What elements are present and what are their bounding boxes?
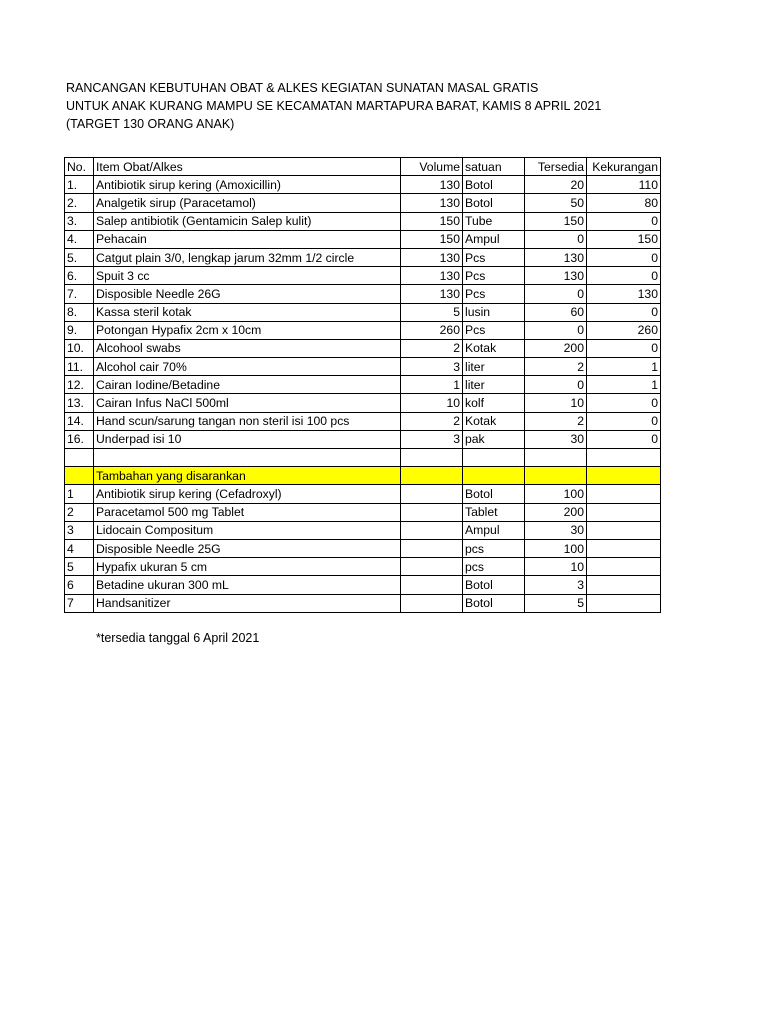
medicine-needs-table bbox=[64, 157, 661, 613]
table-cell: Analgetik sirup (Paracetamol) bbox=[94, 194, 401, 212]
table-row bbox=[65, 358, 661, 376]
table-cell: 0 bbox=[525, 321, 587, 339]
table-cell: satuan bbox=[463, 158, 525, 176]
table-row bbox=[65, 194, 661, 212]
table-cell: Paracetamol 500 mg Tablet bbox=[94, 503, 401, 521]
table-cell: Underpad isi 10 bbox=[94, 430, 401, 448]
table-cell: Kotak bbox=[463, 339, 525, 357]
table-cell bbox=[65, 449, 94, 467]
table-row bbox=[65, 212, 661, 230]
table-cell: 2 bbox=[525, 358, 587, 376]
table-cell bbox=[401, 558, 463, 576]
table-cell: 0 bbox=[587, 394, 661, 412]
table-cell: 130 bbox=[401, 194, 463, 212]
section-label: Tambahan yang disarankan bbox=[94, 467, 401, 485]
table-cell bbox=[401, 485, 463, 503]
table-cell: pcs bbox=[463, 558, 525, 576]
table-cell: Tube bbox=[463, 212, 525, 230]
table-cell: Botol bbox=[463, 594, 525, 612]
table-cell: 4. bbox=[65, 230, 94, 248]
table-cell bbox=[401, 539, 463, 557]
table-cell: 2 bbox=[525, 412, 587, 430]
table-cell: Alcohol cair 70% bbox=[94, 358, 401, 376]
table-cell bbox=[587, 449, 661, 467]
table-cell: 0 bbox=[525, 376, 587, 394]
table-cell: 3. bbox=[65, 212, 94, 230]
table-cell: 5. bbox=[65, 248, 94, 266]
table-cell: 6. bbox=[65, 267, 94, 285]
table-cell: 5 bbox=[401, 303, 463, 321]
table-cell: 30 bbox=[525, 521, 587, 539]
table-cell: 6 bbox=[65, 576, 94, 594]
table-cell: 0 bbox=[587, 267, 661, 285]
table-cell: 110 bbox=[587, 176, 661, 194]
table-cell: 150 bbox=[587, 230, 661, 248]
extra-table-row bbox=[65, 594, 661, 612]
table-cell: 100 bbox=[525, 539, 587, 557]
title-line-2: UNTUK ANAK KURANG MAMPU SE KECAMATAN MARTAPURA BARAT, KAMIS 8 APRIL 2021 bbox=[66, 99, 602, 113]
table-cell: 80 bbox=[587, 194, 661, 212]
table-cell: liter bbox=[463, 358, 525, 376]
table-cell: 2 bbox=[401, 412, 463, 430]
table-cell bbox=[65, 467, 94, 485]
table-cell: 10 bbox=[525, 558, 587, 576]
table-cell: 1 bbox=[65, 485, 94, 503]
table-cell: Kotak bbox=[463, 412, 525, 430]
table-cell: Salep antibiotik (Gentamicin Salep kulit) bbox=[94, 212, 401, 230]
table-cell: Antibiotik sirup kering (Amoxicillin) bbox=[94, 176, 401, 194]
table-cell bbox=[587, 558, 661, 576]
table-cell: 7 bbox=[65, 594, 94, 612]
table-cell: 150 bbox=[401, 230, 463, 248]
table-cell: 3 bbox=[401, 430, 463, 448]
table-row bbox=[65, 394, 661, 412]
document-title bbox=[66, 79, 601, 133]
table-cell: liter bbox=[463, 376, 525, 394]
table-cell bbox=[587, 576, 661, 594]
table-cell bbox=[401, 521, 463, 539]
table-row bbox=[65, 339, 661, 357]
table-cell: No. bbox=[65, 158, 94, 176]
table-cell bbox=[401, 449, 463, 467]
table-cell: Ampul bbox=[463, 521, 525, 539]
table-cell: 2. bbox=[65, 194, 94, 212]
table-cell: 1. bbox=[65, 176, 94, 194]
table-cell: Kekurangan bbox=[587, 158, 661, 176]
table-cell: Cairan Infus NaCl 500ml bbox=[94, 394, 401, 412]
table-cell: 130 bbox=[401, 176, 463, 194]
table-cell bbox=[587, 521, 661, 539]
table-cell: 16. bbox=[65, 430, 94, 448]
table-cell: Potongan Hypafix 2cm x 10cm bbox=[94, 321, 401, 339]
table-cell: 130 bbox=[401, 267, 463, 285]
table-cell: pak bbox=[463, 430, 525, 448]
table-cell: Volume bbox=[401, 158, 463, 176]
table-row bbox=[65, 248, 661, 266]
extra-table-row bbox=[65, 503, 661, 521]
table-cell: 0 bbox=[587, 248, 661, 266]
extra-table-row bbox=[65, 539, 661, 557]
table-cell: 3 bbox=[65, 521, 94, 539]
table-cell: 0 bbox=[587, 339, 661, 357]
table-cell: kolf bbox=[463, 394, 525, 412]
extra-table-row bbox=[65, 521, 661, 539]
table-cell: Pcs bbox=[463, 321, 525, 339]
table-row bbox=[65, 285, 661, 303]
table-cell: Pcs bbox=[463, 248, 525, 266]
table-cell: 8. bbox=[65, 303, 94, 321]
table-cell: Botol bbox=[463, 576, 525, 594]
table-cell bbox=[587, 594, 661, 612]
table-cell: 0 bbox=[525, 230, 587, 248]
extra-table-row bbox=[65, 576, 661, 594]
table-cell: 100 bbox=[525, 485, 587, 503]
table-cell: 150 bbox=[401, 212, 463, 230]
table-cell: 50 bbox=[525, 194, 587, 212]
table-cell: 0 bbox=[587, 303, 661, 321]
table-cell: Betadine ukuran 300 mL bbox=[94, 576, 401, 594]
table-cell bbox=[587, 503, 661, 521]
table-cell: Disposible Needle 26G bbox=[94, 285, 401, 303]
table-cell: Botol bbox=[463, 485, 525, 503]
title-line-1: RANCANGAN KEBUTUHAN OBAT & ALKES KEGIATAN SUNATAN MASAL GRATIS bbox=[66, 81, 539, 95]
table-cell: Hand scun/sarung tangan non steril isi 100 pcs bbox=[94, 412, 401, 430]
table-cell bbox=[587, 485, 661, 503]
table-cell: 12. bbox=[65, 376, 94, 394]
table-cell bbox=[525, 449, 587, 467]
table-row bbox=[65, 430, 661, 448]
table-cell: Botol bbox=[463, 176, 525, 194]
table-cell: Catgut plain 3/0, lengkap jarum 32mm 1/2 circle bbox=[94, 248, 401, 266]
extra-table-row bbox=[65, 558, 661, 576]
table-cell: 0 bbox=[525, 285, 587, 303]
table-cell: 13. bbox=[65, 394, 94, 412]
title-line-3: (TARGET 130 ORANG ANAK) bbox=[66, 117, 235, 131]
table-cell: Handsanitizer bbox=[94, 594, 401, 612]
table-cell: 60 bbox=[525, 303, 587, 321]
table-cell: 260 bbox=[587, 321, 661, 339]
table-cell: 0 bbox=[587, 212, 661, 230]
table-cell: Pcs bbox=[463, 285, 525, 303]
table-cell: 3 bbox=[401, 358, 463, 376]
table-cell: 10 bbox=[401, 394, 463, 412]
table-cell: 130 bbox=[525, 267, 587, 285]
table-cell: 14. bbox=[65, 412, 94, 430]
table-cell: 30 bbox=[525, 430, 587, 448]
table-cell: 20 bbox=[525, 176, 587, 194]
table-cell: Botol bbox=[463, 194, 525, 212]
table-cell bbox=[587, 539, 661, 557]
table-cell bbox=[401, 594, 463, 612]
table-row bbox=[65, 321, 661, 339]
table-cell: 0 bbox=[587, 412, 661, 430]
table-cell: 0 bbox=[587, 430, 661, 448]
table-cell: Pcs bbox=[463, 267, 525, 285]
table-cell: lusin bbox=[463, 303, 525, 321]
section-header-row bbox=[65, 467, 661, 485]
table-cell: 5 bbox=[525, 594, 587, 612]
table-cell: Item Obat/Alkes bbox=[94, 158, 401, 176]
table-row bbox=[65, 176, 661, 194]
table-cell bbox=[463, 449, 525, 467]
table-row bbox=[65, 303, 661, 321]
table-row bbox=[65, 412, 661, 430]
table-cell: 1 bbox=[401, 376, 463, 394]
table-cell bbox=[463, 467, 525, 485]
table-cell: 200 bbox=[525, 339, 587, 357]
table-cell: 2 bbox=[401, 339, 463, 357]
table-cell: 2 bbox=[65, 503, 94, 521]
table-cell: 260 bbox=[401, 321, 463, 339]
table-cell: 9. bbox=[65, 321, 94, 339]
table-cell: Tersedia bbox=[525, 158, 587, 176]
table-cell: Tablet bbox=[463, 503, 525, 521]
table-cell: Spuit 3 cc bbox=[94, 267, 401, 285]
footnote: *tersedia tanggal 6 April 2021 bbox=[96, 631, 260, 645]
table-cell: 3 bbox=[525, 576, 587, 594]
table-cell: 10 bbox=[525, 394, 587, 412]
table-cell: 11. bbox=[65, 358, 94, 376]
table-cell: 10. bbox=[65, 339, 94, 357]
table-cell: 130 bbox=[525, 248, 587, 266]
table-cell bbox=[401, 467, 463, 485]
table-cell bbox=[525, 467, 587, 485]
table-cell: 130 bbox=[401, 248, 463, 266]
table-cell: 5 bbox=[65, 558, 94, 576]
table-cell bbox=[401, 503, 463, 521]
table-header-row bbox=[65, 158, 661, 176]
table-row bbox=[65, 267, 661, 285]
table-cell: 130 bbox=[401, 285, 463, 303]
table-cell: 150 bbox=[525, 212, 587, 230]
table-cell: Ampul bbox=[463, 230, 525, 248]
extra-table-row bbox=[65, 485, 661, 503]
empty-row bbox=[65, 449, 661, 467]
table-cell: Kassa steril kotak bbox=[94, 303, 401, 321]
table-cell: Cairan Iodine/Betadine bbox=[94, 376, 401, 394]
table-cell: Antibiotik sirup kering (Cefadroxyl) bbox=[94, 485, 401, 503]
table-cell bbox=[401, 576, 463, 594]
table-cell: 4 bbox=[65, 539, 94, 557]
table-row bbox=[65, 376, 661, 394]
table-cell bbox=[587, 467, 661, 485]
table-cell: Hypafix ukuran 5 cm bbox=[94, 558, 401, 576]
table-cell: Pehacain bbox=[94, 230, 401, 248]
table-cell: 7. bbox=[65, 285, 94, 303]
table-cell: 1 bbox=[587, 358, 661, 376]
table-cell bbox=[94, 449, 401, 467]
table-cell: 130 bbox=[587, 285, 661, 303]
table-cell: Alcohool swabs bbox=[94, 339, 401, 357]
table-cell: Lidocain Compositum bbox=[94, 521, 401, 539]
table-cell: pcs bbox=[463, 539, 525, 557]
table-cell: Disposible Needle 25G bbox=[94, 539, 401, 557]
table-cell: 200 bbox=[525, 503, 587, 521]
table-cell: 1 bbox=[587, 376, 661, 394]
table-row bbox=[65, 230, 661, 248]
